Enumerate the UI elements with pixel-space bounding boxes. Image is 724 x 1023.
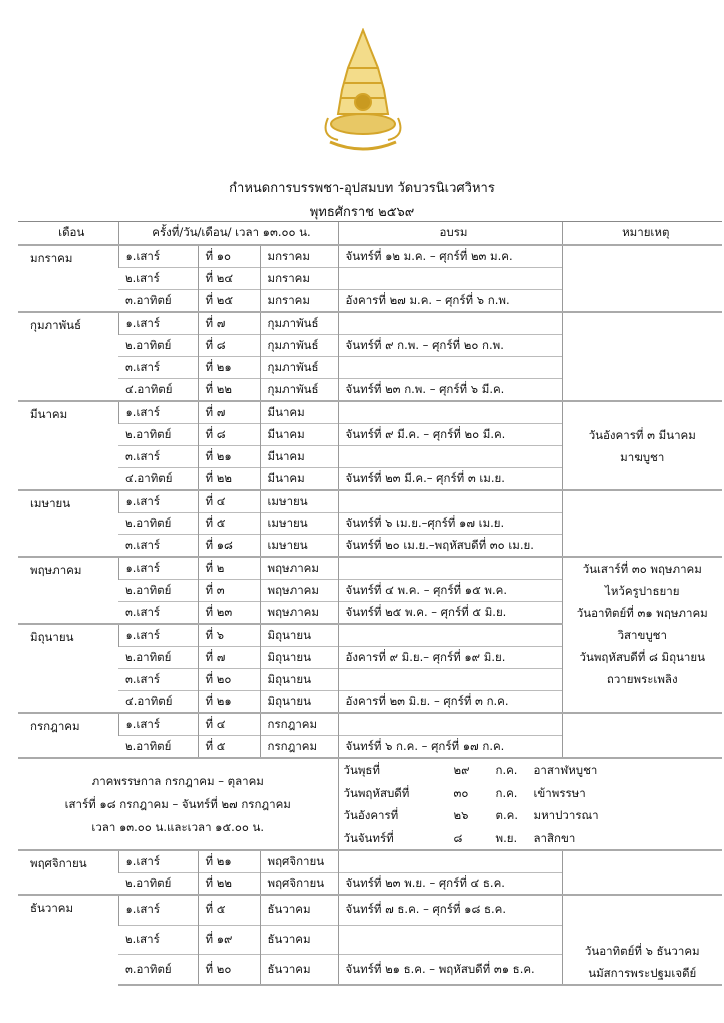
month-name-cell: กุมภาพันธ์: [260, 312, 338, 335]
date-cell: ที่ ๒๑: [198, 850, 260, 873]
training-period-cell: จันทร์ที่ ๙ ก.พ. – ศุกร์ที่ ๒๐ ก.พ.: [338, 335, 562, 357]
document-subtitle: พุทธศักราช ๒๕๖๙: [309, 205, 415, 220]
date-cell: ที่ ๒๒: [198, 379, 260, 402]
month-name-cell: พฤษภาคม: [260, 557, 338, 580]
rainy-season-info-cell: [18, 758, 338, 850]
month-name-cell: มิถุนายน: [260, 624, 338, 647]
month-name-cell: พฤษภาคม: [260, 602, 338, 625]
rainy-season-row: [18, 758, 722, 850]
date-cell: ที่ ๒๐: [198, 955, 260, 985]
note-cell: [562, 490, 722, 557]
schedule-row: [18, 895, 722, 925]
month-name-cell: กรกฎาคม: [260, 736, 338, 759]
training-period-cell: จันทร์ที่ ๔ พ.ค. – ศุกร์ที่ ๑๕ พ.ค.: [338, 580, 562, 602]
holiday-mon: พ.ย.: [495, 830, 518, 845]
round-day-cell: ๒.อาทิตย์: [118, 335, 198, 357]
month-name-cell: มกราคม: [260, 268, 338, 290]
header-month: เดือน: [18, 222, 118, 246]
month-name-cell: มิถุนายน: [260, 669, 338, 691]
training-period-cell: อังคารที่ ๒๓ มิ.ย. – ศุกร์ที่ ๓ ก.ค.: [338, 691, 562, 714]
note-line: นมัสการพระปฐมเจดีย์: [588, 966, 697, 980]
training-period-cell: จันทร์ที่ ๖ ก.ค. – ศุกร์ที่ ๑๗ ก.ค.: [338, 736, 562, 759]
training-period-cell: จันทร์ที่ ๒๕ พ.ค. – ศุกร์ที่ ๕ มิ.ย.: [338, 602, 562, 625]
training-period-cell: [338, 850, 562, 873]
training-period-cell: จันทร์ที่ ๙ มี.ค. – ศุกร์ที่ ๒๐ มี.ค.: [338, 424, 562, 446]
rainy-season-line: ภาคพรรษกาล กรกฎาคม – ตุลาคม: [91, 773, 264, 788]
training-period-cell: อังคารที่ ๙ มิ.ย.– ศุกร์ที่ ๑๙ มิ.ย.: [338, 647, 562, 669]
temple-emblem-logo: [318, 28, 408, 152]
training-period-cell: [338, 268, 562, 290]
round-day-cell: ๒.อาทิตย์: [118, 647, 198, 669]
holiday-event: ลาสิกขา: [533, 830, 576, 845]
note-line: ถวายพระเพลิง: [606, 672, 678, 686]
holiday-mon: ต.ค.: [495, 808, 518, 822]
date-cell: ที่ ๒๓: [198, 602, 260, 625]
note-line: [563, 918, 723, 940]
month-name-cell: กรกฎาคม: [260, 713, 338, 736]
round-day-cell: ๑.เสาร์: [118, 850, 198, 873]
schedule-row: [18, 850, 722, 873]
date-cell: ที่ ๒๐: [198, 669, 260, 691]
month-name-cell: เมษายน: [260, 535, 338, 558]
round-day-cell: ๓.อาทิตย์: [118, 290, 198, 313]
month-name-cell: ธันวาคม: [260, 895, 338, 925]
schedule-row: [18, 245, 722, 268]
training-period-cell: [338, 557, 562, 580]
month-name-cell: เมษายน: [260, 490, 338, 513]
date-cell: ที่ ๑๐: [198, 245, 260, 268]
month-name-cell: มิถุนายน: [260, 647, 338, 669]
schedule-row: [18, 401, 722, 424]
training-period-cell: [338, 357, 562, 379]
date-cell: ที่ ๒๑: [198, 357, 260, 379]
month-name-cell: กุมภาพันธ์: [260, 335, 338, 357]
schedule-row: [18, 312, 722, 335]
note-cell: [562, 557, 722, 713]
schedule-row: [18, 557, 722, 580]
training-period-cell: จันทร์ที่ ๒๐ เม.ย.–พฤหัสบดีที่ ๓๐ เม.ย.: [338, 535, 562, 558]
month-name-cell: มีนาคม: [260, 468, 338, 491]
training-period-cell: [338, 312, 562, 335]
month-name-cell: กุมภาพันธ์: [260, 379, 338, 402]
date-cell: ที่ ๖: [198, 624, 260, 647]
round-day-cell: ๒.เสาร์: [118, 268, 198, 290]
round-day-cell: ๔.อาทิตย์: [118, 379, 198, 402]
note-line: วันเสาร์ที่ ๓๐ พฤษภาคม: [582, 562, 702, 576]
month-cell: มีนาคม: [18, 401, 118, 490]
training-period-cell: [338, 624, 562, 647]
date-cell: ที่ ๑๙: [198, 925, 260, 955]
training-period-cell: จันทร์ที่ ๒๓ มี.ค.– ศุกร์ที่ ๓ เม.ย.: [338, 468, 562, 491]
training-period-cell: [338, 490, 562, 513]
training-period-cell: จันทร์ที่ ๒๓ ก.พ. – ศุกร์ที่ ๖ มี.ค.: [338, 379, 562, 402]
training-period-cell: [338, 446, 562, 468]
date-cell: ที่ ๕: [198, 736, 260, 759]
schedule-row: [18, 713, 722, 736]
date-cell: ที่ ๑๘: [198, 535, 260, 558]
holiday-day: วันจันทร์ที่: [343, 830, 394, 845]
round-day-cell: ๓.อาทิตย์: [118, 955, 198, 985]
month-cell: มิถุนายน: [18, 624, 118, 713]
training-period-cell: [338, 401, 562, 424]
month-name-cell: มีนาคม: [260, 446, 338, 468]
note-cell: [562, 245, 722, 312]
round-day-cell: ๓.เสาร์: [118, 535, 198, 558]
date-cell: ที่ ๔: [198, 490, 260, 513]
date-cell: ที่ ๒๒: [198, 873, 260, 896]
date-cell: ที่ ๕: [198, 895, 260, 925]
holiday-day: วันพุธที่: [343, 763, 380, 777]
month-cell: เมษายน: [18, 490, 118, 557]
rainy-season-line: เสาร์ที่ ๑๘ กรกฎาคม – จันทร์ที่ ๒๗ กรกฎาคม: [64, 796, 291, 811]
date-cell: ที่ ๒๒: [198, 468, 260, 491]
holiday-mon: ก.ค.: [495, 763, 518, 777]
note-cell: [562, 312, 722, 401]
month-cell: กุมภาพันธ์: [18, 312, 118, 401]
month-name-cell: มีนาคม: [260, 424, 338, 446]
date-cell: ที่ ๗: [198, 312, 260, 335]
date-cell: ที่ ๒: [198, 557, 260, 580]
holiday-day: วันพฤหัสบดีที่: [343, 785, 410, 800]
round-day-cell: ๑.เสาร์: [118, 401, 198, 424]
holiday-num: ๓๐: [453, 785, 469, 800]
header-row: [18, 222, 722, 246]
date-cell: ที่ ๘: [198, 424, 260, 446]
round-day-cell: ๒.อาทิตย์: [118, 736, 198, 759]
buddhist-holidays-cell: [338, 758, 722, 850]
training-period-cell: จันทร์ที่ ๑๒ ม.ค. – ศุกร์ที่ ๒๓ ม.ค.: [338, 245, 562, 268]
note-line: วิสาขบูชา: [617, 628, 667, 642]
date-cell: ที่ ๒๑: [198, 691, 260, 714]
month-cell: กรกฎาคม: [18, 713, 118, 758]
month-name-cell: พฤศจิกายน: [260, 873, 338, 896]
month-name-cell: ธันวาคม: [260, 925, 338, 955]
note-cell: [562, 713, 722, 758]
round-day-cell: ๑.เสาร์: [118, 312, 198, 335]
training-period-cell: จันทร์ที่ ๗ ธ.ค. – ศุกร์ที่ ๑๘ ธ.ค.: [338, 895, 562, 925]
note-cell: [562, 895, 722, 985]
note-line: [563, 896, 723, 918]
round-day-cell: ๔.อาทิตย์: [118, 468, 198, 491]
date-cell: ที่ ๗: [198, 647, 260, 669]
month-name-cell: มิถุนายน: [260, 691, 338, 714]
date-cell: ที่ ๓: [198, 580, 260, 602]
month-name-cell: มีนาคม: [260, 401, 338, 424]
date-cell: ที่ ๗: [198, 401, 260, 424]
round-day-cell: ๒.อาทิตย์: [118, 513, 198, 535]
month-name-cell: พฤษภาคม: [260, 580, 338, 602]
month-name-cell: มกราคม: [260, 290, 338, 313]
month-cell: ธันวาคม: [18, 895, 118, 985]
holiday-row: [344, 782, 723, 805]
header-schedule: ครั้งที่/วัน/เดือน/ เวลา ๑๓.๐๐ น.: [118, 222, 338, 246]
note-line: วันอังคารที่ ๓ มีนาคม: [588, 427, 696, 442]
training-period-cell: จันทร์ที่ ๖ เม.ย.–ศุกร์ที่ ๑๗ เม.ย.: [338, 513, 562, 535]
month-name-cell: เมษายน: [260, 513, 338, 535]
month-cell: มกราคม: [18, 245, 118, 312]
round-day-cell: ๓.เสาร์: [118, 669, 198, 691]
month-name-cell: พฤศจิกายน: [260, 850, 338, 873]
date-cell: ที่ ๒๔: [198, 268, 260, 290]
round-day-cell: ๒.อาทิตย์: [118, 873, 198, 896]
round-day-cell: ๓.เสาร์: [118, 602, 198, 625]
round-day-cell: ๑.เสาร์: [118, 557, 198, 580]
round-day-cell: ๓.เสาร์: [118, 446, 198, 468]
holiday-row: [344, 827, 723, 850]
month-name-cell: ธันวาคม: [260, 955, 338, 985]
note-line: วันพฤหัสบดีที่ ๘ มิถุนายน: [579, 650, 705, 664]
note-line: วันอาทิตย์ที่ ๖ ธันวาคม: [584, 944, 700, 958]
date-cell: ที่ ๔: [198, 713, 260, 736]
note-cell: [562, 850, 722, 895]
ordination-schedule-table: [18, 221, 722, 986]
training-period-cell: จันทร์ที่ ๒๓ พ.ย. – ศุกร์ที่ ๔ ธ.ค.: [338, 873, 562, 896]
holiday-event: อาสาฬหบูชา: [533, 763, 598, 777]
round-day-cell: ๑.เสาร์: [118, 895, 198, 925]
date-cell: ที่ ๒๕: [198, 290, 260, 313]
round-day-cell: ๒.เสาร์: [118, 925, 198, 955]
round-day-cell: ๒.อาทิตย์: [118, 424, 198, 446]
holiday-mon: ก.ค.: [495, 785, 518, 800]
round-day-cell: ๓.เสาร์: [118, 357, 198, 379]
holiday-num: ๘: [453, 830, 463, 845]
rainy-season-line: เวลา ๑๓.๐๐ น.และเวลา ๑๕.๐๐ น.: [91, 819, 265, 834]
month-name-cell: กุมภาพันธ์: [260, 357, 338, 379]
month-name-cell: มกราคม: [260, 245, 338, 268]
note-line: ไหว้ครูปาธยาย: [605, 584, 680, 598]
note-line: มาฆบูชา: [620, 449, 665, 464]
holiday-event: เข้าพรรษา: [533, 785, 586, 800]
round-day-cell: ๔.อาทิตย์: [118, 691, 198, 714]
training-period-cell: จันทร์ที่ ๒๑ ธ.ค. – พฤหัสบดีที่ ๓๑ ธ.ค.: [338, 955, 562, 985]
date-cell: ที่ ๘: [198, 335, 260, 357]
note-line: วันอาทิตย์ที่ ๓๑ พฤษภาคม: [576, 606, 708, 620]
month-cell: พฤศจิกายน: [18, 850, 118, 895]
document-title: กำหนดการบรรพชา-อุปสมบท วัดบวรนิเวศวิหาร: [229, 181, 495, 196]
holiday-event: มหาปวารณา: [533, 808, 599, 822]
round-day-cell: ๑.เสาร์: [118, 624, 198, 647]
date-cell: ที่ ๕: [198, 513, 260, 535]
round-day-cell: ๑.เสาร์: [118, 245, 198, 268]
date-cell: ที่ ๒๑: [198, 446, 260, 468]
round-day-cell: ๑.เสาร์: [118, 490, 198, 513]
holiday-row: [344, 804, 723, 827]
holiday-num: ๒๙: [453, 763, 470, 777]
round-day-cell: ๑.เสาร์: [118, 713, 198, 736]
round-day-cell: ๒.อาทิตย์: [118, 580, 198, 602]
training-period-cell: [338, 713, 562, 736]
month-cell: พฤษภาคม: [18, 557, 118, 624]
holiday-num: ๒๖: [453, 808, 469, 822]
header-note: หมายเหตุ: [562, 222, 722, 246]
training-period-cell: อังคารที่ ๒๗ ม.ค. – ศุกร์ที่ ๖ ก.พ.: [338, 290, 562, 313]
holiday-day: วันอังคารที่: [343, 808, 399, 822]
training-period-cell: [338, 669, 562, 691]
header-training: อบรม: [338, 222, 562, 246]
holiday-row: [344, 759, 723, 782]
training-period-cell: [338, 925, 562, 955]
schedule-row: [18, 490, 722, 513]
note-cell: [562, 401, 722, 490]
